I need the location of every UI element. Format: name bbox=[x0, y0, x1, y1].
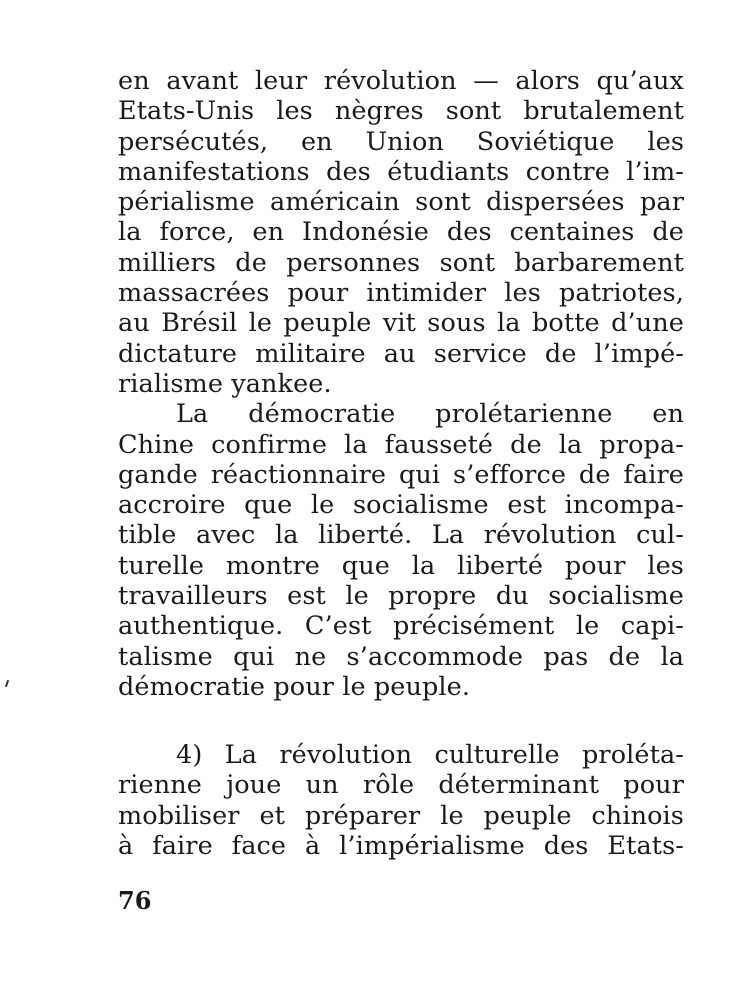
text-line: milliers de personnes sont barbarement bbox=[118, 247, 684, 278]
text-line: gande réactionnaire qui s’efforce de faire bbox=[118, 459, 684, 490]
ink-speck bbox=[5, 680, 9, 687]
text-line: travailleurs est le propre du socialisme bbox=[118, 581, 684, 612]
text-line: La démocratie prolétarienne en bbox=[176, 399, 684, 430]
text-line: à faire face à l’impérialisme des Etats- bbox=[118, 830, 684, 861]
text-line: authentique. C’est précisément le capi- bbox=[118, 611, 684, 642]
text-line: 4) La révolution culturelle proléta- bbox=[176, 740, 684, 770]
text-line: mobiliser et préparer le peuple chinois bbox=[118, 800, 684, 831]
main-text bbox=[118, 66, 684, 702]
text-line: accroire que le socialisme est incompa- bbox=[118, 490, 684, 521]
text-line: au Brésil le peuple vit sous la botte d’une bbox=[118, 308, 684, 339]
text-line: rienne joue un rôle déterminant pour bbox=[118, 770, 684, 801]
page-number: 76 bbox=[118, 886, 152, 915]
text-line: manifestations des étudiants contre l’im- bbox=[118, 156, 684, 187]
text-line: démocratie pour le peuple. bbox=[118, 671, 471, 702]
text-line: périalisme américain sont dispersées par bbox=[118, 187, 684, 218]
text-line: massacrées pour intimider les patriotes, bbox=[118, 278, 684, 309]
text-line: turelle montre que la liberté pour les bbox=[118, 550, 684, 581]
text-line: dictature militaire au service de l’impé- bbox=[118, 338, 684, 369]
text-line: persécutés, en Union Soviétique les bbox=[118, 126, 684, 157]
text-line: la force, en Indonésie des centaines de bbox=[118, 217, 684, 248]
text-line: tible avec la liberté. La révolution cul- bbox=[118, 520, 684, 551]
text-line: talisme qui ne s’accommode pas de la bbox=[118, 641, 684, 672]
text-line: Etats-Unis les nègres sont brutalement bbox=[118, 96, 684, 127]
section-4-text bbox=[118, 740, 684, 861]
text-line: Chine confirme la fausseté de la propa- bbox=[118, 429, 684, 460]
text-line: en avant leur révolution — alors qu’aux bbox=[118, 66, 684, 96]
text-line: rialisme yankee. bbox=[118, 368, 332, 399]
